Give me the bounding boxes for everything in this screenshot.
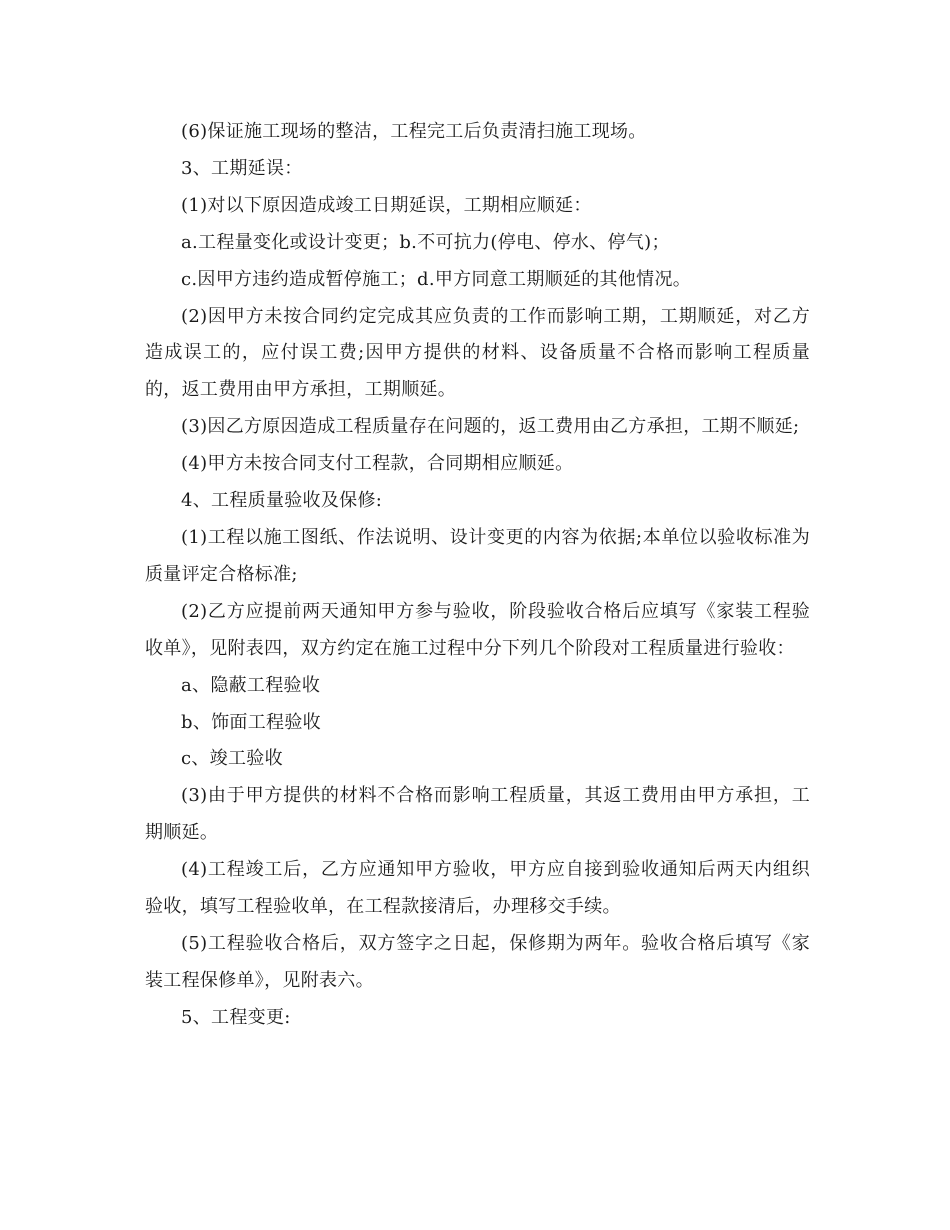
paragraph-acceptance-stages: (2)乙方应提前两天通知甲方参与验收，阶段验收合格后应填写《家装工程验收单》，见附表四，双方约定在施工过程中分下列几个阶段对工程质量进行验收：: [145, 600, 810, 659]
paragraph-party-b-quality: (3)因乙方原因造成工程质量存在问题的，返工费用由乙方承担，工期不顺延;: [181, 416, 800, 438]
heading-schedule-delay: 3、工期延误：: [181, 157, 303, 179]
paragraph-party-a-materials: (3)由于甲方提供的材料不合格而影响工程质量，其返工费用由甲方承担，工期顺延。: [145, 785, 810, 844]
paragraph-warranty: (5)工程验收合格后，双方签字之日起，保修期为两年。验收合格后填写《家装工程保修单》，见附表六。: [145, 932, 810, 991]
paragraph-acceptance-basis: (1)工程以施工图纸、作法说明、设计变更的内容为依据;本单位以验收标准为质量评定合格标准;: [145, 526, 810, 585]
list-item-concealed-works: a、隐蔽工程验收: [181, 674, 321, 696]
paragraph-delay-causes-ab: a.工程量变化或设计变更；b.不可抗力(停电、停水、停气)；: [181, 231, 670, 253]
paragraph-completion-acceptance: (4)工程竣工后，乙方应通知甲方验收，甲方应自接到验收通知后两天内组织验收，填写工程验收单，在工程款接清后，办理移交手续。: [145, 859, 810, 918]
heading-quality-acceptance: 4、工程质量验收及保修:: [181, 490, 383, 512]
paragraph-delay-causes-cd: c.因甲方违约造成暂停施工；d.甲方同意工期顺延的其他情况。: [181, 268, 692, 290]
paragraph-payment-delay: (4)甲方未按合同支付工程款，合同期相应顺延。: [181, 453, 574, 475]
paragraph-site-cleanliness: (6)保证施工现场的整洁，工程完工后负责清扫施工现场。: [181, 121, 647, 142]
document-body: [145, 114, 810, 1037]
paragraph-delay-causes: (1)对以下原因造成竣工日期延误，工期相应顺延：: [181, 194, 592, 216]
heading-engineering-change: 5、工程变更:: [181, 1006, 291, 1028]
list-item-finish-works: b、饰面工程验收: [181, 711, 321, 733]
list-item-completion: c、竣工验收: [181, 748, 283, 770]
paragraph-party-a-delay: (2)因甲方未按合同约定完成其应负责的工作而影响工期，工期顺延，对乙方造成误工的，应付误工费;因甲方提供的材料、设备质量不合格而影响工程质量的，返工费用由甲方承担，工期顺延。: [145, 305, 810, 401]
